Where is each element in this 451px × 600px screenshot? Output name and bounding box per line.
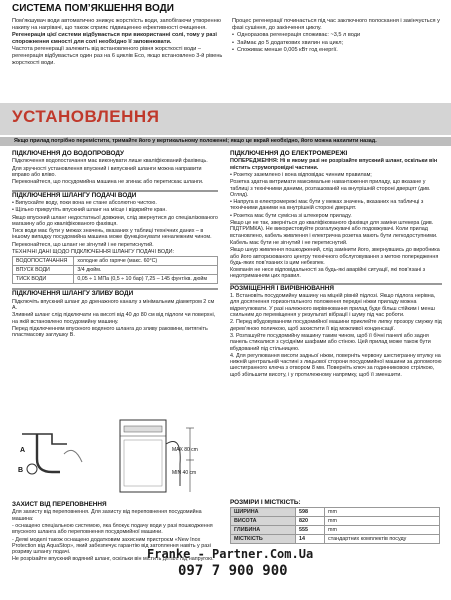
softener-right-column — [232, 18, 440, 55]
paragraph: Підключення водопостачання має виконувати лише кваліфікований фахівець. — [12, 158, 208, 165]
paragraph: • Щільно прикрутіть впускний шланг на місце і відкрийте кран. — [12, 207, 167, 214]
table-cell: 14 — [296, 535, 325, 544]
paragraph: 1. Встановіть посудомийну машину на міцній рівній підлозі. Якщо підлога нерівна, для досягнення горизонтального положення передні ніжки приладу можна відрегулювати. У разі належного вирівнювання прилад буде більш стійким і менш схильним до переміщення у результаті вібрації і шуму під час роботи. — [230, 293, 436, 319]
list-item: • Споживає менше 0,005 кВт год енергії. — [232, 47, 440, 54]
paragraph: 2. Перед вбудовуванням посудомийної машини приклейте липку прозору смужку під дерев’яною поличкою, щоб захистити її від можливої конденсації. — [230, 319, 442, 332]
subsection-title: ЗАХИСТ ВІД ПЕРЕПОВНЕННЯ — [12, 501, 107, 508]
move-warning-bar — [0, 137, 451, 146]
dimensions-block — [230, 499, 440, 544]
table-cell: 820 — [296, 517, 325, 526]
paragraph: 4. Для регулювання висоти задньої ніжки, поверніть червону шестигранну втулку на нижній центральній частині з лицьової сторони посудомийної машини за допомогою шестигранного ключа з отвором 8 мм. Поверніть ключ за годинниковою стрілкою, щоб збільшити висоту, і у протилежному напрямку, щоб її зменшити. — [230, 352, 442, 378]
list-item: • Одноразова регенерація споживає: ~3,5 л води — [232, 32, 440, 39]
paragraph: Переконайтеся, що посудомийна машина не згинає або перетискає шланги. — [12, 179, 204, 186]
paragraph: Переконайтеся, що шланг не зігнутий і не перетиснутий. — [12, 241, 154, 248]
table-row — [231, 526, 440, 535]
table-cell: ВПУСК ВОДИ — [13, 266, 74, 275]
table-cell: ВИСОТА — [231, 517, 296, 526]
table-cell: ВОДОПОСТАЧАННЯ — [13, 257, 74, 266]
table-cell: ШИРИНА — [231, 508, 296, 517]
table-cell: ТИСК ВОДИ — [13, 275, 74, 284]
paragraph: Якщо шнур живлення пошкоджений, слід замінити його, звернувшись до виробника або його авторизованого центру технічного обслуговування з метою попередження будь-яких пов’язаних із цим небезпек. — [230, 247, 440, 266]
siphon-illustration — [22, 434, 82, 474]
table-row — [13, 257, 218, 266]
table-cell: mm — [325, 526, 440, 535]
paragraph: • Розетку заземлено і вона відповідає чинним правилам; — [230, 172, 372, 178]
paragraph: Кабель має бути не зігнутий і не перетиснутий. — [230, 239, 348, 246]
subsection-title: ПІДКЛЮЧЕННЯ ДО ЕЛЕКТРОМЕРЕЖІ — [230, 150, 348, 157]
installation-title: УСТАНОВЛЕННЯ — [12, 107, 160, 126]
label-a: A — [20, 447, 26, 454]
paragraph: • Розетка має бути сумісна зі штекером приладу. — [230, 212, 352, 219]
subsection-title: ПІДКЛЮЧЕННЯ ШЛАНГУ ПОДАЧІ ВОДИ — [12, 191, 137, 199]
watermark-site: Franke - Partner.Com.Ua — [147, 547, 314, 561]
subsection-title: ПІДКЛЮЧЕННЯ ШЛАНГУ ЗЛИВУ ВОДИ — [12, 290, 134, 298]
left-column — [12, 150, 218, 340]
dimensions-title: РОЗМІРИ І МІСТКІСТЬ: — [230, 499, 301, 506]
table-cell: холодне або гаряче (макс. 60°C) — [74, 257, 218, 266]
paragraph: Підключіть впускний шланг до дренажного каналу з мінімальним діаметром 2 см A. — [12, 298, 215, 312]
list-item: • Займає до 5 додаткових хвилин на цикл; — [232, 40, 440, 47]
table-cell: 598 — [296, 508, 325, 517]
paragraph: • Випускайте воду, поки вона не стане абсолютно чистою. — [12, 200, 157, 206]
table-cell: МІСТКІСТЬ — [231, 535, 296, 544]
paragraph: - оснащено спеціальною системою, яка блокує подачу води у разі пошкодження впускного шланга або переповнення посудомийної машини. — [12, 523, 213, 536]
table-cell: стандартних комплектів посуду — [325, 535, 440, 544]
table-row — [231, 517, 440, 526]
min-height-label: MIN 40 cm — [172, 470, 197, 476]
table-row — [231, 508, 440, 517]
paragraph: 3. Розташуйте посудомийну машину таким чином, щоб її бічні панелі або задня панель стикалися з сусідніми шафами або стіною. Цей прилад може також бути вбудований під стільницею. — [230, 332, 431, 352]
paragraph: - Деякі моделі також оснащено додатковим захисним пристроєм «New Inox Protection від AquaStop», який забезпечує гарантію від затоплення навіть у разі розриву шлангу подачі. — [12, 536, 211, 556]
table-cell: 555 — [296, 526, 325, 535]
paragraph: Для захисту від переповнення. Для захисту від переповнення посудомийна машина: — [12, 509, 202, 522]
table-row — [13, 275, 218, 284]
softener-left-column — [12, 18, 224, 67]
table-cell: mm — [325, 508, 440, 517]
paragraph: Якщо це не так, зверніться до кваліфікованого фахівця для заміни штекера (див. ПІДТРИМКА). Не використовуйте розгалужувачі або подовжувачі. Коли прилад встановлено, кабель живлення і електрична розетка мають бути легкодоступними. — [230, 220, 438, 239]
move-warning-text: Якщо прилад потрібно перемістити, тримайте його у вертикальному положенні; якщо це вкрай необхідно, його можна нахилити назад. — [14, 138, 377, 144]
paragraph: Зливний шланг слід підключати на висоті від 40 до 80 см від підлоги чи поверхні, на якій встановлено посудомийну машину. — [12, 312, 216, 325]
paragraph: Якщо впускний шланг недостатньої довжини, слід звернутися до спеціалізованого магазину або до кваліфікованого фахівця. — [12, 214, 218, 227]
dishwasher-illustration — [120, 420, 180, 492]
paragraph: Компанія не несе відповідальності за будь-які аварійні ситуації, які пов’язані з недотриманням цих правил. — [230, 267, 426, 280]
dimensions-table — [230, 507, 440, 544]
paragraph: Розетка здатна витримати максимальне навантаження приладу, що вказане у таблиці з технічними даними, розташованій на внутрішній стороні дверцят (див. Огляд). — [230, 179, 431, 198]
paragraph: Для зручності установлення впускний і випускний шланги можна направити вправо або вліво. — [12, 165, 202, 178]
subsection-title: ПІДКЛЮЧЕННЯ ДО ВОДОПРОВОДУ — [12, 150, 125, 157]
paragraph: Пом’якшувач води автоматично знижує жорсткість води, запобігаючи утворенню накипу на нагрівачі, що також сприяє підвищенню ефективності очищення. — [12, 18, 221, 31]
paragraph: Тиск води має бути у межах значень, вказаних у таблиці технічних даних – в іншому випадку посудомийна машина може функціонувати неналежним чином. — [12, 228, 212, 241]
watermark-phone: 097 7 900 900 — [178, 563, 288, 579]
section-title-water-softener: СИСТЕМА ПОМ’ЯКШЕННЯ ВОДИ — [12, 3, 174, 14]
table-cell: mm — [325, 517, 440, 526]
table-cell: 0,05 ÷ 1 МПа (0,5 ÷ 10 бар) 7,25 – 145 фунт/кв. дюйм — [74, 275, 218, 284]
table-cell: 3/4 дюйм. — [74, 266, 218, 275]
paragraph: Регенерація цієї системи відбувається при використанні солі, тому у разі спорожнення ємності для солі необхідно її заповнювати. — [12, 32, 217, 45]
paragraph: Не розрізайте впускний водяний шланг, оскільки він містить деталі під напругою. — [12, 556, 214, 563]
table-cell: ГЛИБИНА — [231, 526, 296, 535]
paragraph: ТЕХНІЧНІ ДАНІ ЩОДО ПІДКЛЮЧЕННЯ ШЛАНГУ ПОДАЧІ ВОДИ: — [12, 249, 174, 256]
table-row — [231, 535, 440, 544]
paragraph: Процес регенерації починається під час заключного полоскання і закінчується у фазі сушіння, до закінчення циклу. — [232, 18, 440, 31]
paragraph: Частота регенерації залежить від встановленого рівня жорсткості води – регенерація відбувається один раз на 6 циклів Eco, якщо встановлено 3-й рівень жорсткості води. — [12, 46, 223, 66]
inlet-spec-table — [12, 256, 218, 284]
label-b: B — [18, 467, 24, 474]
max-height-label: MAX 80 cm — [172, 447, 198, 453]
paragraph: • Напруга в електромережі має бути у межах значень, вказаних на табличці з технічними даними на внутрішній стороні дверцят. — [230, 199, 424, 212]
installation-header — [0, 103, 451, 135]
right-column — [230, 150, 442, 379]
paragraph: Перед підключенням впускного водяного шланга до зливу раковини, витягніть пластмасову заглушку B. — [12, 325, 208, 339]
subsection-title: РОЗМІЩЕННЯ І ВИРІВНЮВАННЯ — [230, 284, 334, 292]
table-row — [13, 266, 218, 275]
drain-connection-diagram — [12, 414, 218, 498]
warning-text: ПОПЕРЕДЖЕННЯ: Ні в якому разі не розрізайте впускний шланг, оскільки він містить струмопровідні частини. — [230, 158, 438, 171]
